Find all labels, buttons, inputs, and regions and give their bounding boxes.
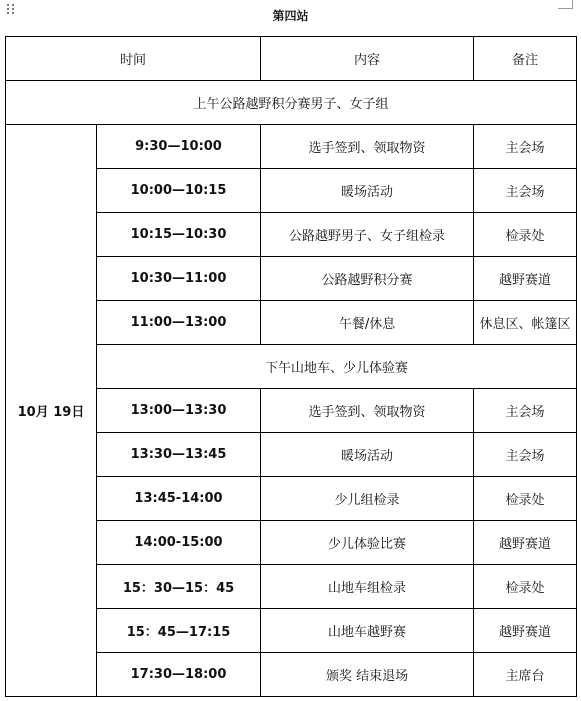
- content-cell: 山地车组检录: [261, 565, 474, 609]
- schedule-table: [5, 36, 577, 697]
- content-cell: 选手签到、领取物资: [261, 125, 474, 169]
- content-cell: 少儿体验比赛: [261, 521, 474, 565]
- note-cell: 主会场: [474, 125, 577, 169]
- date-cell: 10月 19日: [6, 125, 97, 697]
- table-row: [6, 125, 577, 169]
- page-title: 第四站: [272, 9, 309, 23]
- time-cell: 14:00-15:00: [97, 521, 261, 565]
- section-title-afternoon: 下午山地车、少儿体验赛: [97, 345, 577, 389]
- content-cell: 选手签到、领取物资: [261, 389, 474, 433]
- table-header-row: [6, 37, 577, 81]
- note-cell: 主席台: [474, 653, 577, 697]
- time-cell: 13:30—13:45: [97, 433, 261, 477]
- content-cell: 颁奖 结束退场: [261, 653, 474, 697]
- note-cell: 检录处: [474, 565, 577, 609]
- time-cell: 17:30—18:00: [97, 653, 261, 697]
- header-note: 备注: [474, 37, 577, 81]
- content-cell: 暖场活动: [261, 433, 474, 477]
- time-cell: 10:30—11:00: [97, 257, 261, 301]
- content-cell: 公路越野男子、女子组检录: [261, 213, 474, 257]
- time-cell: 10:15—10:30: [97, 213, 261, 257]
- note-cell: 主会场: [474, 389, 577, 433]
- content-cell: 山地车越野赛: [261, 609, 474, 653]
- time-cell: 10:00—10:15: [97, 169, 261, 213]
- section-title-morning: 上午公路越野积分赛男子、女子组: [6, 81, 577, 125]
- header-time: 时间: [6, 37, 261, 81]
- time-cell: 13:00—13:30: [97, 389, 261, 433]
- content-cell: 午餐/休息: [261, 301, 474, 345]
- header-content: 内容: [261, 37, 474, 81]
- note-cell: 休息区、帐篷区: [474, 301, 577, 345]
- section-row-morning: [6, 81, 577, 125]
- content-cell: 公路越野积分赛: [261, 257, 474, 301]
- content-cell: 少儿组检录: [261, 477, 474, 521]
- note-cell: 检录处: [474, 477, 577, 521]
- note-cell: 越野赛道: [474, 521, 577, 565]
- note-cell: 主会场: [474, 169, 577, 213]
- time-cell: 15：45—17:15: [97, 609, 261, 653]
- time-cell: 15：30—15：45: [97, 565, 261, 609]
- content-cell: 暖场活动: [261, 169, 474, 213]
- time-cell: 9:30—10:00: [97, 125, 261, 169]
- time-cell: 13:45-14:00: [97, 477, 261, 521]
- note-cell: 检录处: [474, 213, 577, 257]
- note-cell: 越野赛道: [474, 609, 577, 653]
- note-cell: 主会场: [474, 433, 577, 477]
- note-cell: 越野赛道: [474, 257, 577, 301]
- time-cell: 11:00—13:00: [97, 301, 261, 345]
